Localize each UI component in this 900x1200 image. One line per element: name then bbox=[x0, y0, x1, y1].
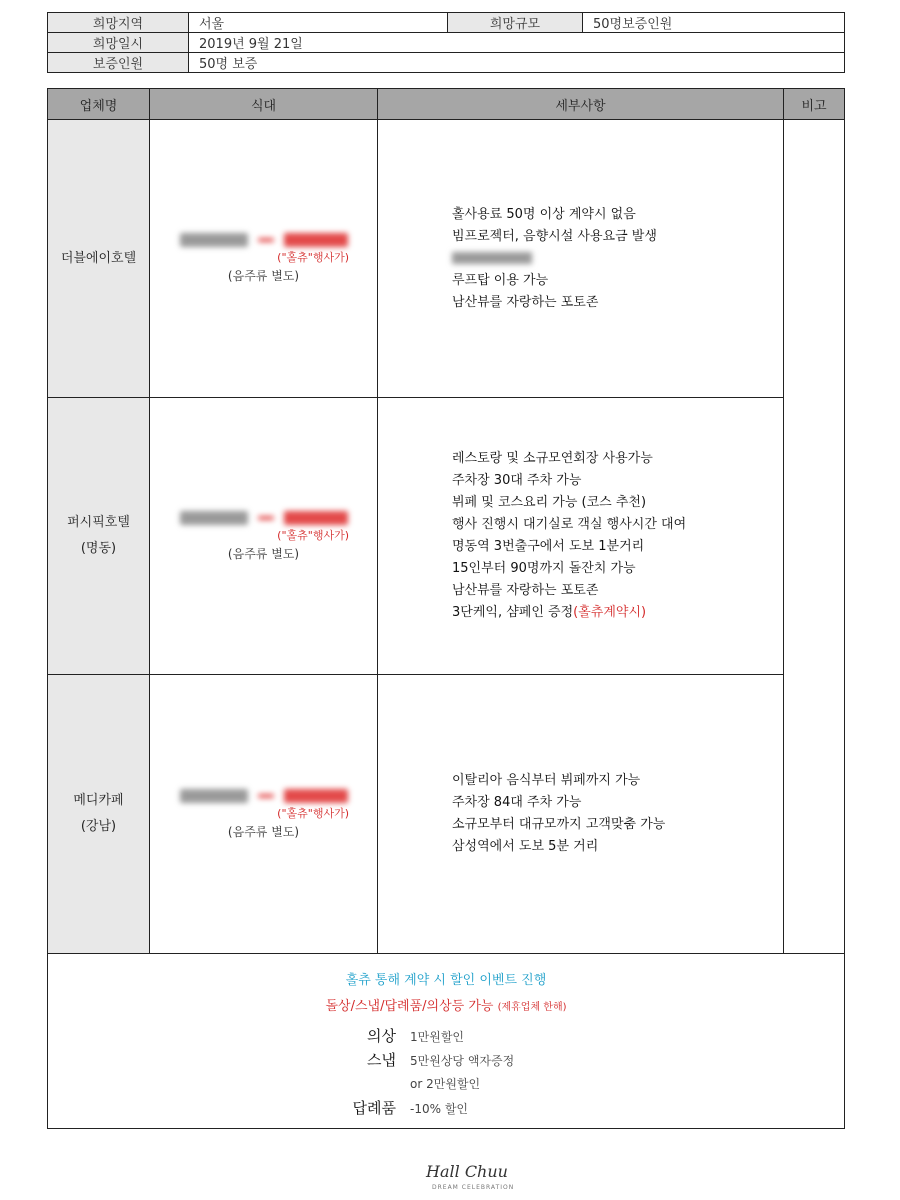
list-item bbox=[452, 248, 783, 270]
holiday-price-note: ("홀츄"행사가) bbox=[277, 806, 349, 820]
event-headline: 홀츄 통해 계약 시 할인 이벤트 진행 bbox=[345, 973, 547, 988]
event-cell bbox=[48, 954, 845, 1129]
meal-price-cell bbox=[150, 120, 378, 398]
guarantee-value: 50명 보증 bbox=[189, 53, 845, 73]
details-header: 세부사항 bbox=[378, 89, 784, 120]
arrow-icon bbox=[258, 794, 274, 798]
event-subline-note: (제휴업체 한해) bbox=[497, 1002, 567, 1013]
table-row bbox=[48, 675, 845, 954]
blurred-price bbox=[150, 233, 377, 247]
vendor-name: 퍼시픽호텔 bbox=[67, 515, 130, 530]
date-value: 2019년 9월 21일 bbox=[189, 33, 845, 53]
list-item: 삼성역에서 도보 5분 거리 bbox=[452, 839, 599, 854]
holiday-price-note: ("홀츄"행사가) bbox=[277, 251, 349, 264]
benefit-row bbox=[336, 1072, 556, 1096]
gift-condition: (홀츄계약시) bbox=[573, 605, 647, 620]
arrow-icon bbox=[258, 516, 274, 520]
notes-header: 비고 bbox=[784, 89, 845, 120]
vendor-name-cell bbox=[48, 398, 150, 675]
vendor-header: 업체명 bbox=[48, 89, 150, 120]
event-subline-text: 돌상/스냅/답례품/의상등 가능 bbox=[325, 999, 494, 1014]
region-label: 희망지역 bbox=[48, 13, 189, 33]
list-item: 빔프로젝터, 음향시설 사용요금 발생 bbox=[452, 228, 657, 244]
details-list bbox=[378, 204, 783, 314]
blurred-regular-price bbox=[180, 789, 248, 803]
benefit-key: 스냅 bbox=[367, 1051, 396, 1069]
list-item: 행사 진행시 대기실로 객실 행사시간 대여 bbox=[452, 517, 687, 532]
blurred-regular-price bbox=[180, 511, 248, 525]
scale-label: 희망규모 bbox=[448, 13, 583, 33]
blurred-regular-price bbox=[180, 233, 248, 247]
gift-text: 3단케익, 샴페인 증정 bbox=[452, 605, 574, 620]
list-item: 뷔페 및 코스요리 가능 (코스 추천) bbox=[452, 495, 647, 510]
benefit-key: 답례품 bbox=[352, 1099, 396, 1117]
holiday-price-note: ("홀츄"행사가) bbox=[277, 528, 349, 542]
benefit-value: 1만원할인 bbox=[410, 1030, 465, 1044]
benefit-key: 의상 bbox=[367, 1027, 396, 1045]
event-subline bbox=[48, 994, 844, 1020]
request-info-table bbox=[47, 12, 845, 73]
details-cell bbox=[378, 398, 784, 675]
list-item: 레스토랑 및 소규모연회장 사용가능 bbox=[452, 451, 653, 466]
table-row bbox=[48, 398, 845, 675]
list-item: 홀사용료 50명 이상 계약시 없음 bbox=[452, 206, 636, 222]
notes-cell bbox=[784, 120, 845, 954]
list-item: 15인부터 90명까지 돌잔치 가능 bbox=[452, 561, 636, 576]
region-value: 서울 bbox=[189, 13, 448, 33]
details-list bbox=[378, 770, 783, 858]
details-cell bbox=[378, 120, 784, 398]
benefit-value: -10% 할인 bbox=[410, 1102, 469, 1116]
blurred-event-price bbox=[284, 789, 348, 803]
vendor-name: 메디카페 bbox=[73, 793, 124, 808]
blurred-event-price bbox=[284, 511, 348, 525]
table-row bbox=[48, 120, 845, 398]
list-item: 명동역 3번출구에서 도보 1분거리 bbox=[452, 539, 645, 554]
list-item: 이탈리아 음식부터 뷔페까지 가능 bbox=[452, 773, 641, 788]
benefit-row bbox=[336, 1048, 556, 1072]
meal-price-cell bbox=[150, 675, 378, 954]
date-label: 희망일시 bbox=[48, 33, 189, 53]
benefit-value: or 2만원할인 bbox=[410, 1077, 481, 1091]
list-item: 주차장 30대 주차 가능 bbox=[452, 473, 582, 488]
vendor-name-cell bbox=[48, 120, 150, 398]
vendor-location: (명동) bbox=[80, 541, 117, 556]
event-benefits bbox=[336, 1024, 556, 1120]
blurred-event-price bbox=[284, 233, 348, 247]
list-item bbox=[452, 602, 783, 624]
vendor-comparison-table bbox=[47, 88, 845, 1129]
blurred-price bbox=[150, 789, 377, 803]
event-row bbox=[48, 954, 845, 1129]
benefit-row bbox=[336, 1096, 556, 1120]
drinks-note: (음주류 별도) bbox=[227, 269, 300, 283]
vendor-name-cell bbox=[48, 675, 150, 954]
details-cell bbox=[378, 675, 784, 954]
vendor-location: (강남) bbox=[80, 819, 117, 834]
brand-logo-subtitle: DREAM CELEBRATION bbox=[432, 1184, 515, 1191]
benefit-row bbox=[336, 1024, 556, 1048]
list-item: 주차장 84대 주차 가능 bbox=[452, 795, 582, 810]
list-item: 남산뷰를 자랑하는 포토존 bbox=[452, 583, 599, 598]
brand-logo: Hall Chuu bbox=[426, 1162, 508, 1181]
list-item: 루프탑 이용 가능 bbox=[452, 272, 549, 288]
table-header-row bbox=[48, 89, 845, 120]
benefit-value: 5만원상당 액자증정 bbox=[410, 1054, 515, 1068]
guarantee-label: 보증인원 bbox=[48, 53, 189, 73]
scale-value: 50명보증인원 bbox=[583, 13, 845, 33]
meal-price-cell bbox=[150, 398, 378, 675]
details-list bbox=[378, 448, 783, 624]
arrow-icon bbox=[258, 238, 274, 242]
list-item: 소규모부터 대규모까지 고객맞춤 가능 bbox=[452, 817, 666, 832]
blurred-text bbox=[452, 252, 532, 264]
vendor-name: 더블에이호텔 bbox=[60, 250, 137, 266]
blurred-price bbox=[150, 511, 377, 525]
drinks-note: (음주류 별도) bbox=[227, 824, 300, 839]
drinks-note: (음주류 별도) bbox=[227, 546, 300, 561]
meal-header: 식대 bbox=[150, 89, 378, 120]
list-item: 남산뷰를 자랑하는 포토존 bbox=[452, 294, 599, 310]
